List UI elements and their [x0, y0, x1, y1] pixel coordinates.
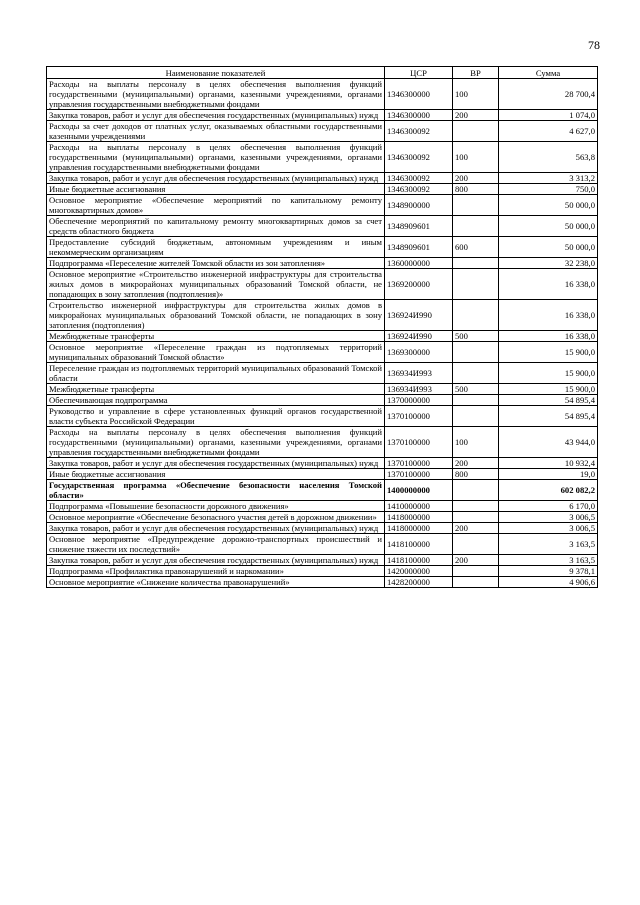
row-vr — [453, 512, 499, 523]
table-row — [47, 469, 598, 480]
row-vr: 800 — [453, 184, 499, 195]
row-csr: 1346300092 — [385, 173, 453, 184]
row-sum: 602 082,2 — [499, 480, 598, 501]
row-name: Межбюджетные трансферты — [47, 384, 385, 395]
row-csr: 1360000000 — [385, 258, 453, 269]
header-name: Наименование показателей — [47, 67, 385, 79]
table-row — [47, 195, 598, 216]
table-row — [47, 331, 598, 342]
row-name: Основное мероприятие «Строительство инженерной инфраструктуры для строительства жилых домов в микрорайонах муниципальных образований Томской области, не попадающих в зону затопления (подтопления)» — [47, 269, 385, 300]
table-row — [47, 427, 598, 458]
header-vr: ВР — [453, 67, 499, 79]
row-name: Подпрограмма «Переселение жителей Томской области из зон затопления» — [47, 258, 385, 269]
row-csr: 1346300092 — [385, 184, 453, 195]
row-name: Предоставление субсидий бюджетным, автономным учреждениям и иным некоммерческим организациям — [47, 237, 385, 258]
row-vr — [453, 566, 499, 577]
row-name: Расходы на выплаты персоналу в целях обеспечения выполнения функций государственными (муниципальными) органами, казенными учреждениями, органами управления государственными внебюджетными фондами — [47, 79, 385, 110]
row-vr — [453, 300, 499, 331]
row-csr: 1410000000 — [385, 501, 453, 512]
header-sum: Сумма — [499, 67, 598, 79]
row-vr — [453, 342, 499, 363]
row-sum: 6 170,0 — [499, 501, 598, 512]
row-sum: 16 338,0 — [499, 331, 598, 342]
budget-table — [46, 66, 598, 588]
row-name: Строительство инженерной инфраструктуры для строительства жилых домов в микрорайонах муниципальных образований Томской области, не попадающих в зону затопления (подтопления) — [47, 300, 385, 331]
row-vr: 200 — [453, 110, 499, 121]
row-csr: 1428200000 — [385, 577, 453, 588]
row-csr: 1418000000 — [385, 512, 453, 523]
row-csr: 1348909601 — [385, 237, 453, 258]
row-csr: 1346300000 — [385, 79, 453, 110]
table-row — [47, 577, 598, 588]
row-sum: 563,8 — [499, 142, 598, 173]
row-vr: 100 — [453, 142, 499, 173]
row-csr: 1400000000 — [385, 480, 453, 501]
row-vr — [453, 406, 499, 427]
table-row — [47, 300, 598, 331]
row-name: Иные бюджетные ассигнования — [47, 469, 385, 480]
row-sum: 4 906,6 — [499, 577, 598, 588]
row-name: Основное мероприятие «Переселение граждан из подтопляемых территорий муниципальных образований Томской области» — [47, 342, 385, 363]
table-header-row — [47, 67, 598, 79]
table-row — [47, 258, 598, 269]
table-row — [47, 269, 598, 300]
row-csr: 1370100000 — [385, 406, 453, 427]
row-name: Расходы на выплаты персоналу в целях обеспечения выполнения функций государственными (муниципальными) органами, казенными учреждениями, органами управления государственными внебюджетными фондами — [47, 427, 385, 458]
row-csr: 1370100000 — [385, 458, 453, 469]
table-row — [47, 237, 598, 258]
row-vr: 500 — [453, 384, 499, 395]
row-sum: 1 074,0 — [499, 110, 598, 121]
row-csr: 1346300000 — [385, 110, 453, 121]
row-csr: 1370000000 — [385, 395, 453, 406]
table-row — [47, 523, 598, 534]
table-row — [47, 342, 598, 363]
row-name: Иные бюджетные ассигнования — [47, 184, 385, 195]
row-vr — [453, 258, 499, 269]
table-row — [47, 555, 598, 566]
row-sum: 50 000,0 — [499, 195, 598, 216]
row-sum: 15 900,0 — [499, 384, 598, 395]
row-vr — [453, 363, 499, 384]
row-name: Подпрограмма «Профилактика правонарушений и наркомании» — [47, 566, 385, 577]
row-name: Расходы на выплаты персоналу в целях обеспечения выполнения функций государственными (муниципальными) органами, казенными учреждениями, органами управления государственными внебюджетными фондами — [47, 142, 385, 173]
row-vr — [453, 216, 499, 237]
table-row — [47, 121, 598, 142]
row-csr: 136934И993 — [385, 384, 453, 395]
row-vr: 600 — [453, 237, 499, 258]
row-name: Закупка товаров, работ и услуг для обеспечения государственных (муниципальных) нужд — [47, 110, 385, 121]
row-csr: 1348909601 — [385, 216, 453, 237]
table-row — [47, 512, 598, 523]
row-sum: 3 163,5 — [499, 555, 598, 566]
row-name: Основное мероприятие «Обеспечение мероприятий по капитальному ремонту многоквартирных домов» — [47, 195, 385, 216]
row-name: Закупка товаров, работ и услуг для обеспечения государственных (муниципальных) нужд — [47, 555, 385, 566]
row-csr: 136934И993 — [385, 363, 453, 384]
row-csr: 1370100000 — [385, 427, 453, 458]
row-csr: 1418000000 — [385, 523, 453, 534]
row-vr — [453, 501, 499, 512]
table-row — [47, 184, 598, 195]
table-row — [47, 501, 598, 512]
row-name: Основное мероприятие «Обеспечение безопасного участия детей в дорожном движении» — [47, 512, 385, 523]
row-sum: 16 338,0 — [499, 300, 598, 331]
row-csr: 1369200000 — [385, 269, 453, 300]
row-name: Обеспечение мероприятий по капитальному ремонту многоквартирных домов за счет средств областного бюджета — [47, 216, 385, 237]
row-sum: 50 000,0 — [499, 237, 598, 258]
row-sum: 43 944,0 — [499, 427, 598, 458]
table-row — [47, 534, 598, 555]
row-sum: 15 900,0 — [499, 342, 598, 363]
row-sum: 3 313,2 — [499, 173, 598, 184]
table-row — [47, 216, 598, 237]
row-name: Подпрограмма «Повышение безопасности дорожного движения» — [47, 501, 385, 512]
row-csr: 1346300092 — [385, 121, 453, 142]
row-sum: 3 006,5 — [499, 512, 598, 523]
row-vr — [453, 534, 499, 555]
row-vr — [453, 121, 499, 142]
row-csr: 1348900000 — [385, 195, 453, 216]
row-name: Обеспечивающая подпрограмма — [47, 395, 385, 406]
row-vr: 200 — [453, 523, 499, 534]
row-vr — [453, 395, 499, 406]
row-name: Руководство и управление в сфере установленных функций органов государственной власти субъекта Российской Федерации — [47, 406, 385, 427]
table-row — [47, 363, 598, 384]
row-name: Закупка товаров, работ и услуг для обеспечения государственных (муниципальных) нужд — [47, 523, 385, 534]
row-csr: 136924И990 — [385, 331, 453, 342]
row-csr: 1418100000 — [385, 534, 453, 555]
row-vr — [453, 480, 499, 501]
row-sum: 4 627,0 — [499, 121, 598, 142]
row-sum: 9 378,1 — [499, 566, 598, 577]
row-sum: 10 932,4 — [499, 458, 598, 469]
row-vr: 200 — [453, 555, 499, 566]
header-csr: ЦСР — [385, 67, 453, 79]
row-vr — [453, 195, 499, 216]
table-row — [47, 406, 598, 427]
row-sum: 54 895,4 — [499, 406, 598, 427]
row-csr: 1369300000 — [385, 342, 453, 363]
row-name: Расходы за счет доходов от платных услуг, оказываемых областными государственными казенными учреждениями — [47, 121, 385, 142]
row-vr: 200 — [453, 458, 499, 469]
table-row — [47, 566, 598, 577]
row-vr: 100 — [453, 427, 499, 458]
row-sum: 3 163,5 — [499, 534, 598, 555]
page-number: 78 — [588, 38, 600, 52]
row-sum: 28 700,4 — [499, 79, 598, 110]
row-csr: 1370100000 — [385, 469, 453, 480]
row-vr — [453, 269, 499, 300]
row-csr: 1418100000 — [385, 555, 453, 566]
row-sum: 54 895,4 — [499, 395, 598, 406]
table-row — [47, 480, 598, 501]
row-csr: 1346300092 — [385, 142, 453, 173]
row-sum: 15 900,0 — [499, 363, 598, 384]
row-sum: 50 000,0 — [499, 216, 598, 237]
row-sum: 32 238,0 — [499, 258, 598, 269]
table-row — [47, 384, 598, 395]
row-sum: 16 338,0 — [499, 269, 598, 300]
row-name: Основное мероприятие «Предупреждение дорожно-транспортных происшествий и снижение тяжести их последствий» — [47, 534, 385, 555]
row-vr: 200 — [453, 173, 499, 184]
row-name: Переселение граждан из подтопляемых территорий муниципальных образований Томской области — [47, 363, 385, 384]
table-row — [47, 110, 598, 121]
table-row — [47, 173, 598, 184]
table-row — [47, 142, 598, 173]
row-name: Закупка товаров, работ и услуг для обеспечения государственных (муниципальных) нужд — [47, 458, 385, 469]
table-row — [47, 458, 598, 469]
row-name: Государственная программа «Обеспечение безопасности населения Томской области» — [47, 480, 385, 501]
row-sum: 3 006,5 — [499, 523, 598, 534]
table-row — [47, 79, 598, 110]
table-row — [47, 395, 598, 406]
row-name: Межбюджетные трансферты — [47, 331, 385, 342]
row-sum: 19,0 — [499, 469, 598, 480]
row-name: Закупка товаров, работ и услуг для обеспечения государственных (муниципальных) нужд — [47, 173, 385, 184]
row-vr — [453, 577, 499, 588]
row-csr: 136924И990 — [385, 300, 453, 331]
row-vr: 500 — [453, 331, 499, 342]
row-name: Основное мероприятие «Снижение количества правонарушений» — [47, 577, 385, 588]
row-sum: 750,0 — [499, 184, 598, 195]
row-vr: 100 — [453, 79, 499, 110]
row-vr: 800 — [453, 469, 499, 480]
table-body — [47, 79, 598, 588]
row-csr: 1420000000 — [385, 566, 453, 577]
